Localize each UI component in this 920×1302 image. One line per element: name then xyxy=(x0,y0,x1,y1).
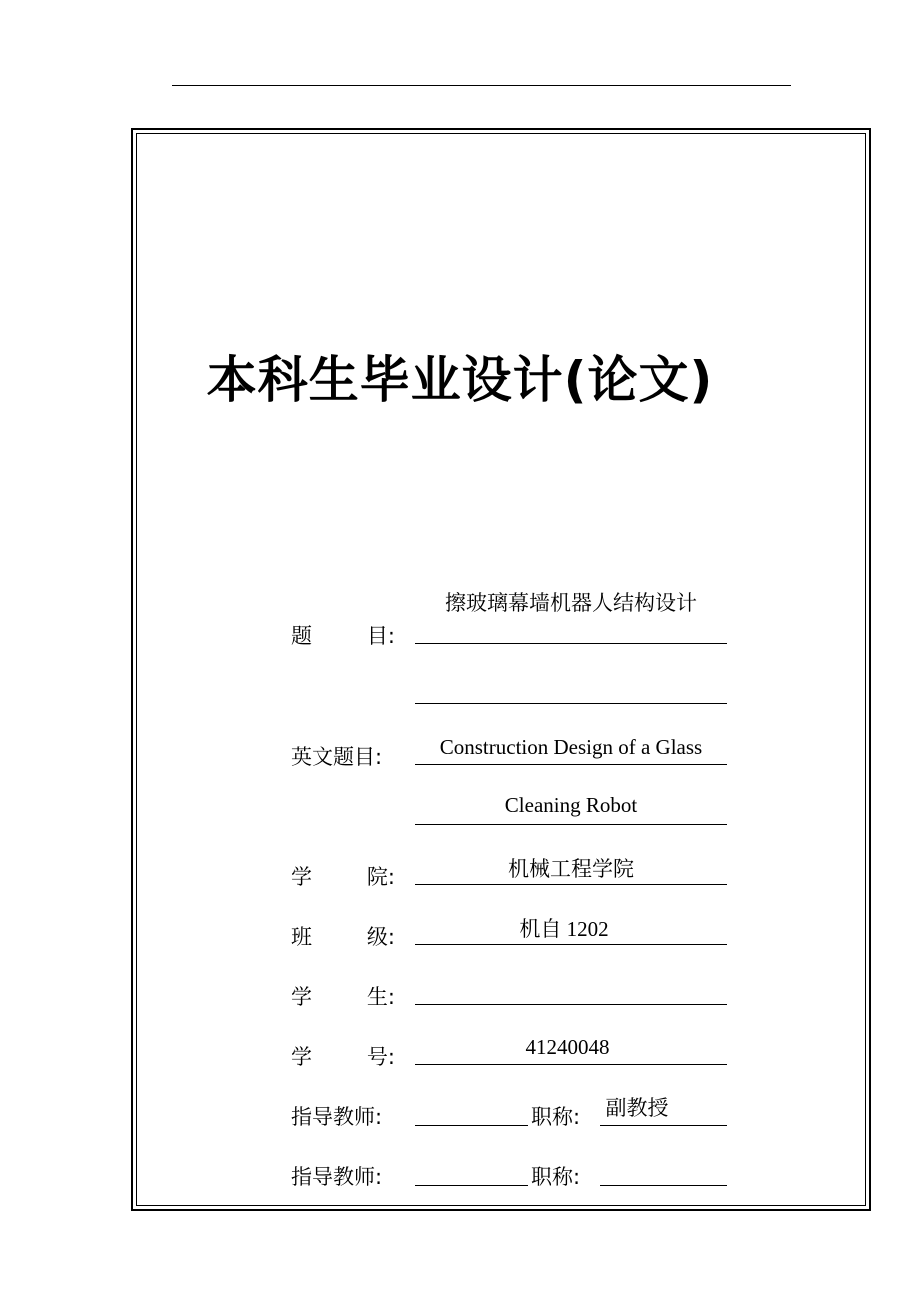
topic-underline-1 xyxy=(415,643,727,644)
topic-label-char1: 题 xyxy=(291,624,312,648)
student-id-value: 41240048 xyxy=(525,1035,610,1059)
page-title: 本科生毕业设计(论文) xyxy=(206,351,714,409)
class-value: 机自 1202 xyxy=(519,917,609,941)
class-label-char1: 班 xyxy=(291,925,312,949)
advisor2-title-underline xyxy=(600,1185,727,1186)
topic-underline-2 xyxy=(415,703,727,704)
topic-label-char2: 目: xyxy=(366,624,395,648)
college-label xyxy=(291,863,395,891)
advisor2-label: 指导教师: xyxy=(291,1165,383,1189)
student-id-label xyxy=(291,1043,395,1071)
topic-label xyxy=(291,622,395,650)
english-topic-value-line1: Construction Design of a Glass xyxy=(439,735,703,759)
advisor1-title-underline xyxy=(600,1125,727,1126)
college-label-char1: 学 xyxy=(291,865,312,889)
student-id-underline xyxy=(415,1064,727,1065)
class-label xyxy=(291,923,395,951)
student-underline xyxy=(415,1004,727,1005)
class-underline xyxy=(415,944,727,945)
college-value: 机械工程学院 xyxy=(508,857,634,881)
student-label-char2: 生: xyxy=(366,985,395,1009)
advisor1-title-label: 职称: xyxy=(531,1105,581,1129)
english-topic-underline-1 xyxy=(415,764,727,765)
english-topic-label: 英文题目: xyxy=(291,745,383,769)
header-rule xyxy=(172,85,791,86)
student-label xyxy=(291,983,395,1011)
class-label-char2: 级: xyxy=(366,925,395,949)
english-topic-underline-2 xyxy=(415,824,727,825)
advisor1-title-value: 副教授 xyxy=(605,1096,669,1120)
advisor1-name-underline xyxy=(415,1125,528,1126)
student-id-label-char1: 学 xyxy=(291,1045,312,1069)
student-label-char1: 学 xyxy=(291,985,312,1009)
advisor2-name-underline xyxy=(415,1185,528,1186)
college-underline xyxy=(415,884,727,885)
student-id-label-char2: 号: xyxy=(366,1045,395,1069)
advisor2-title-label: 职称: xyxy=(531,1165,581,1189)
advisor1-label: 指导教师: xyxy=(291,1105,383,1129)
college-label-char2: 院: xyxy=(366,865,395,889)
english-topic-value-line2: Cleaning Robot xyxy=(504,793,638,817)
topic-value-line1: 擦玻璃幕墙机器人结构设计 xyxy=(445,591,697,615)
